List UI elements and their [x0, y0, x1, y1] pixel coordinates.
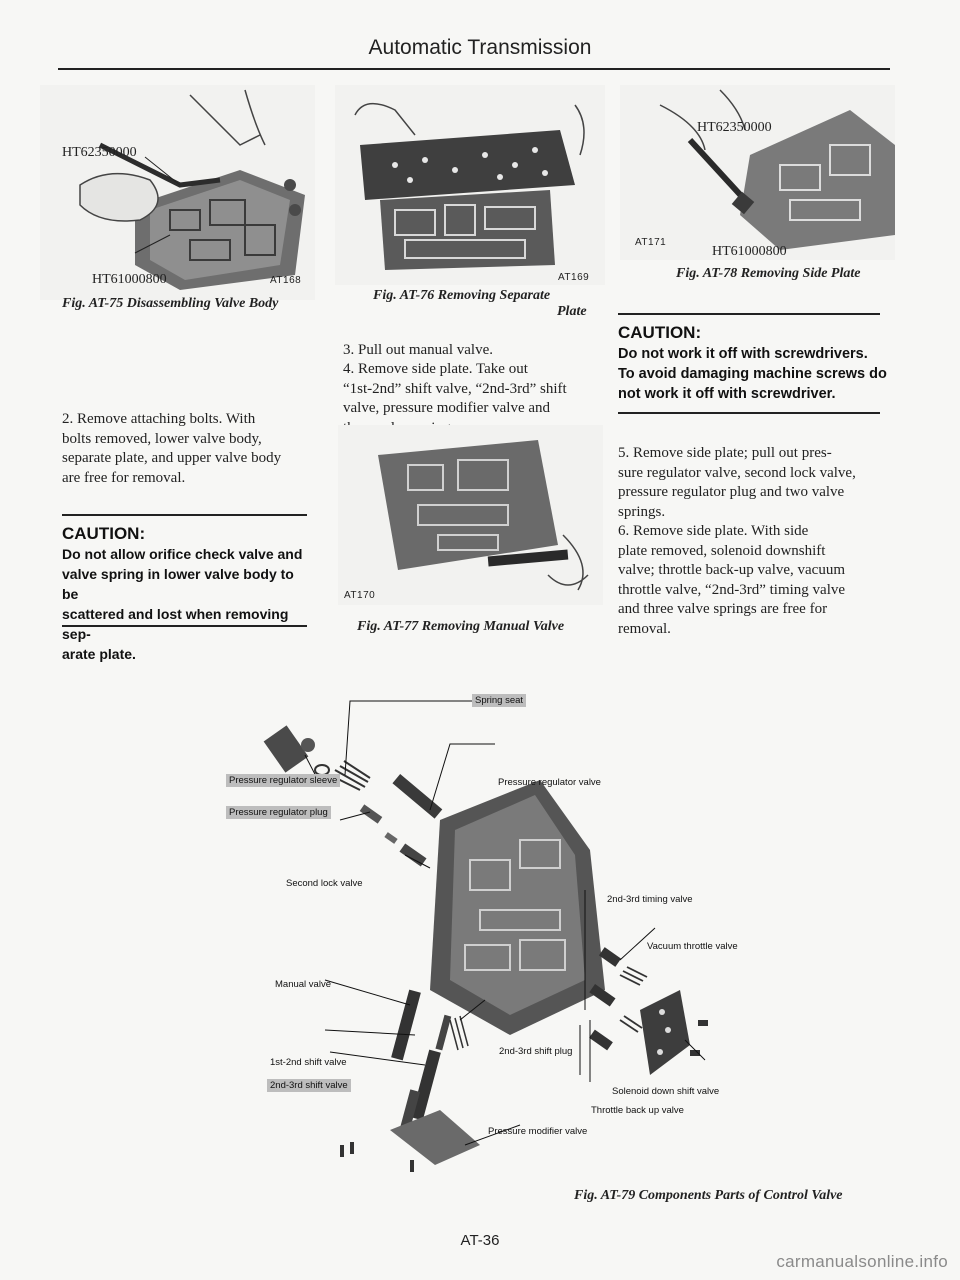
- label-pressure-regulator-sleeve: Pressure regulator sleeve: [226, 774, 340, 787]
- fig-at75-tool-bottom: HT61000800: [92, 272, 167, 287]
- fig-at77-code: AT170: [344, 590, 376, 601]
- step-6-paragraph: [618, 522, 880, 639]
- label-manual-valve: Manual valve: [275, 979, 331, 990]
- step-6-line: and three valve springs are free for: [618, 601, 828, 617]
- caution-left-line: valve spring in lower valve body to be: [62, 566, 294, 602]
- label-throttle-backup-valve: Throttle back up valve: [591, 1105, 684, 1116]
- fig-at75-code: AT168: [270, 275, 302, 286]
- step-5-line: sure regulator valve, second lock valve,: [618, 464, 856, 481]
- label-timing-valve: 2nd-3rd timing valve: [607, 894, 693, 905]
- caution-left-rule-top: [62, 514, 307, 516]
- fig-at75-caption: Fig. AT-75 Disassembling Valve Body: [62, 296, 279, 311]
- watermark: carmanualsonline.info: [776, 1252, 948, 1271]
- label-pressure-regulator-plug: Pressure regulator plug: [226, 806, 331, 819]
- fig-at79-exploded-diagram: [210, 690, 900, 1200]
- header-rule: [58, 68, 890, 70]
- label-pressure-modifier-valve: Pressure modifier valve: [488, 1126, 588, 1137]
- step-6-line: throttle valve, “2nd-3rd” timing valve: [618, 581, 846, 598]
- caution-left-line: arate plate.: [62, 646, 136, 662]
- fig-at78-tool-bottom: HT61000800: [712, 244, 787, 259]
- fig-at76-caption-line2: Plate: [557, 304, 587, 319]
- step-5-line: 5. Remove side plate; pull out pres-: [618, 445, 832, 461]
- caution-left-title: CAUTION:: [62, 524, 146, 543]
- caution-left-line: Do not allow orifice check valve and: [62, 546, 303, 562]
- step-6-line: valve; throttle back-up valve, vacuum: [618, 562, 845, 578]
- step-6-line: 6. Remove side plate. With side: [618, 523, 809, 539]
- fig-at78-tool-top: HT62350000: [697, 120, 772, 135]
- caution-right-rule-top: [618, 313, 880, 315]
- fig-at76-photo: [335, 85, 605, 285]
- step-2-line: 2. Remove attaching bolts. With: [62, 411, 256, 427]
- fig-at77-caption: Fig. AT-77 Removing Manual Valve: [357, 619, 565, 634]
- step-3-paragraph: 3. Pull out manual valve.: [343, 342, 493, 358]
- step-6-line: plate removed, solenoid downshift: [618, 542, 826, 559]
- step-2-line: separate plate, and upper valve body: [62, 450, 282, 466]
- fig-at77-photo: [338, 425, 603, 605]
- caution-right-line: To avoid damaging machine screws do: [618, 366, 887, 382]
- step-2-line: bolts removed, lower valve body,: [62, 430, 262, 447]
- fig-at75-photo: [40, 85, 315, 300]
- caution-left-line: scattered and lost when removing sep-: [62, 606, 289, 642]
- step-2-paragraph: [62, 410, 310, 488]
- label-spring-seat: Spring seat: [472, 694, 526, 707]
- fig-at78-caption: Fig. AT-78 Removing Side Plate: [676, 266, 861, 281]
- step-5-line: springs.: [618, 503, 666, 520]
- page-header-title: Automatic Transmission: [368, 36, 592, 59]
- caution-right-title: CAUTION:: [618, 323, 702, 342]
- fig-at78-code: AT171: [635, 237, 667, 248]
- step-5-line: pressure regulator plug and two valve: [618, 484, 845, 500]
- caution-left-rule-bottom: [62, 625, 307, 627]
- step-6-line: removal.: [618, 620, 671, 637]
- step-4-line: valve, pressure modifier valve and: [343, 400, 551, 416]
- caution-right-line: not work it off with screwdriver.: [618, 386, 836, 402]
- fig-at75-tool-top: HT62350000: [62, 145, 137, 160]
- step-4-line: 4. Remove side plate. Take out: [343, 361, 528, 377]
- step-2-line: are free for removal.: [62, 469, 186, 486]
- caution-right-body: [618, 344, 888, 404]
- label-shift-plug: 2nd-3rd shift plug: [499, 1046, 573, 1057]
- label-second-lock-valve: Second lock valve: [286, 878, 363, 889]
- caution-left-body: [62, 544, 312, 664]
- label-solenoid-downshift-valve: Solenoid down shift valve: [612, 1086, 720, 1097]
- label-pressure-regulator-valve: Pressure regulator valve: [498, 777, 601, 788]
- caution-right-rule-bottom: [618, 412, 880, 414]
- page-number: AT-36: [460, 1232, 500, 1249]
- fig-at78-photo: [620, 85, 895, 260]
- fig-at76-code: AT169: [558, 272, 590, 283]
- step-5-paragraph: [618, 444, 880, 522]
- fig-at79-caption: Fig. AT-79 Components Parts of Control Valve: [574, 1188, 843, 1203]
- step-4-line: “1st-2nd” shift valve, “2nd-3rd” shift: [343, 380, 567, 397]
- label-1st-2nd-shift-valve: 1st-2nd shift valve: [270, 1057, 347, 1068]
- label-2nd-3rd-shift-valve: 2nd-3rd shift valve: [267, 1079, 351, 1092]
- fig-at76-caption-line1: Fig. AT-76 Removing Separate: [373, 288, 551, 303]
- caution-right-line: Do not work it off with screwdrivers.: [618, 346, 868, 362]
- label-vacuum-throttle-valve: Vacuum throttle valve: [647, 941, 738, 952]
